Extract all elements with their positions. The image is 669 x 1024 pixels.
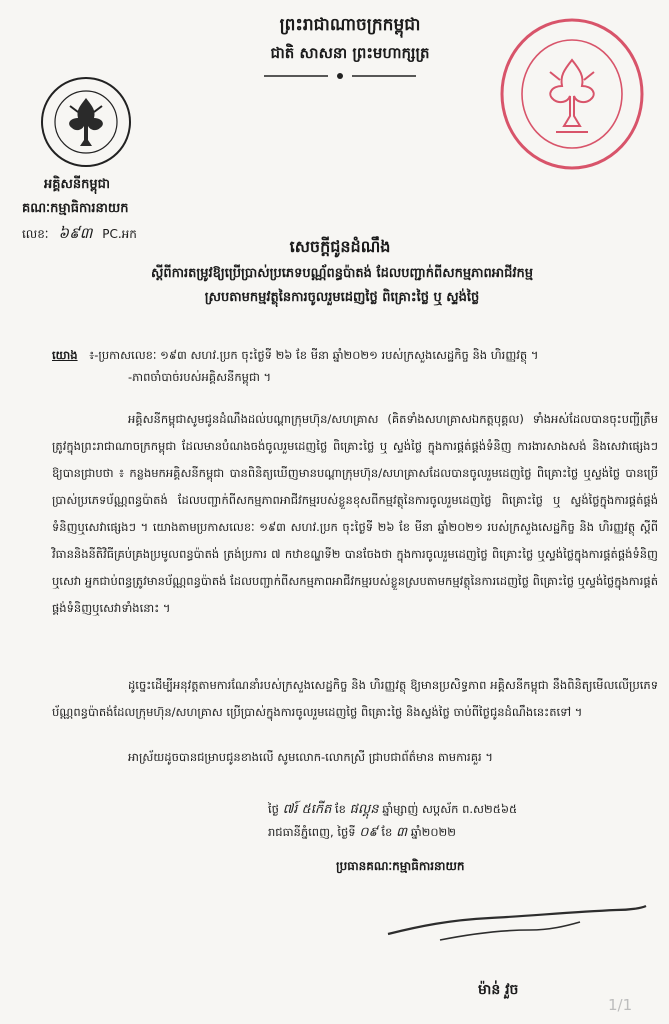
lunar-month-label: ខែ — [335, 802, 346, 816]
sender-committee: គណៈកម្មាធិការនាយក — [22, 201, 129, 216]
ref-label: លេខៈ — [22, 227, 49, 241]
reference-text: ៖-ប្រកាសលេខៈ ១៩៣ សហវ.ប្រក ចុះថ្ងៃទី ២៦ ខែ មីនា ឆ្នាំ២០២១ របស់ក្រសួងសេដ្ឋកិច្ច និង ហិរញ្ញវត្ថុ ។ — [89, 348, 539, 362]
handwritten-signature — [380, 890, 650, 960]
reference-item: -ភាពចាំបាច់របស់អគ្គិសនីកម្ពុជា ។ — [128, 370, 272, 384]
lunar-date — [268, 798, 648, 821]
references-block — [52, 344, 652, 388]
motto-ornament — [260, 72, 420, 80]
ref-number: ៦៩៣ — [58, 224, 93, 242]
subtitle-line: ស្របតាមកម្មវត្ថុនៃការចូលរួមដេញថ្លៃ ពិគ្រោះថ្លៃ ឬ ស្ទង់ថ្លៃ — [204, 290, 480, 305]
lunar-year: ឆ្នាំម្សាញ់ សប្ដស័ក ព.ស២៥៦៥ — [382, 802, 518, 816]
references-label: យោង — [52, 348, 78, 362]
signatory-title: ប្រធានគណៈកម្មាធិការនាយក — [336, 859, 465, 873]
body-paragraph-3: អាស្រ័យដូចបានជម្រាបជូនខាងលើ សូមលោក-លោកស្រី ជ្រាបជាព័ត៌មាន តាមការគួរ ។ — [128, 750, 493, 764]
notice-title: សេចក្ដីជូនដំណឹង — [289, 237, 391, 256]
date-block — [268, 798, 648, 844]
body-paragraph-1: អគ្គិសនីកម្ពុជាសូមជូនដំណឹងដល់បណ្ដាក្រុមហ៊ុន/សហគ្រាស (គិតទាំងសហគ្រាសឯកត្តបុគ្គល) ទាំងអស់ដែលបានចុះបញ្ជីត្រឹមត្រូវក្នុងព្រះរាជាណាចក្រកម្ពុជា ដែលមានបំណងចង់ចូលរួមដេញថ្លៃ ពិគ្រោះថ្លៃ ឬ ស្ទង់ថ្លៃ ក្នុងការផ្គត់ផ្គង់ទំនិញ ការងារសាងសង់ និងសេវាផ្សេងៗ ឱ្យបានជ្រាបថា ៖ កន្លងមកអគ្គិសនីកម្ពុជា បានពិនិត្យឃើញមានបណ្ដាក្រុមហ៊ុន/សហគ្រាសដែលបានចូលរួមដេញថ្លៃ ពិគ្រោះថ្លៃ ឬស្ទង់ថ្លៃ បានប្រើប្រាស់ប្រភេទប័ណ្ណពន្ធប៉ាតង់ ដែលបញ្ជាក់ពីសកម្មភាពអាជីវកម្មរបស់ខ្លួនខុសពីកម្មវត្ថុនៃការចូលរួមដេញថ្លៃ ពិគ្រោះថ្លៃ ឬ ស្ទង់ថ្លៃក្នុងការផ្គត់ផ្គង់ទំនិញឬសេវាផ្សេងៗ ។ យោងតាមប្រកាសលេខៈ ១៩៣ សហវ.ប្រក ចុះថ្ងៃទី ២៦ ខែ មីនា ឆ្នាំ២០២១ របស់ក្រសួងសេដ្ឋកិច្ច និង ហិរញ្ញវត្ថុ ស្ដីពីវិធាននិងនីតិវិធីគ្រប់គ្រងប្រមូលពន្ធប៉ាតង់ ត្រង់ប្រការ ៧ កឋាខណ្ឌទី២ បានចែងថា ក្នុងការចូលរួមដេញថ្លៃ ពិគ្រោះថ្លៃ ឬស្ទង់ថ្លៃក្នុងការផ្គត់ផ្គង់ទំនិញ ឬសេវា អ្នកជាប់ពន្ធត្រូវមានប័ណ្ណពន្ធប៉ាតង់ ដែលបញ្ជាក់ពីសកម្មភាពអាជីវកម្មរបស់ខ្លួនស្របតាមកម្មវត្ថុនៃការដេញថ្លៃ ពិគ្រោះថ្លៃ ឬស្ទង់ថ្លៃក្នុងការផ្គត់ផ្គង់ទំនិញឬសេវាទាំងនោះ ។ — [52, 412, 658, 615]
signatory-name: ម៉ាន់ វួច — [478, 982, 519, 998]
sender-organization: អគ្គិសនីកម្ពុជា — [44, 177, 111, 192]
national-motto: ជាតិ សាសនា ព្រះមហាក្សត្រ — [270, 44, 430, 62]
kingdom-heading: ព្រះរាជាណាចក្រកម្ពុជា — [279, 15, 421, 35]
ref-suffix: PC.អក — [102, 227, 137, 241]
lunar-month: ផល្គុន — [349, 802, 379, 817]
solar-day: ០៩ — [359, 825, 378, 840]
edc-logo — [40, 76, 132, 168]
body-paragraph-2: ដូច្នេះដើម្បីអនុវត្តតាមការណែនាំរបស់ក្រសួងសេដ្ឋកិច្ច និង ហិរញ្ញវត្ថុ ឱ្យមានប្រសិទ្ធភាព អគ្គិសនីកម្ពុជា នឹងពិនិត្យមើលលើប្រភេទប័ណ្ណពន្ធប៉ាតង់ដែលក្រុមហ៊ុន/សហគ្រាស ប្រើប្រាស់ក្នុងការចូលរួមដេញថ្លៃ ពិគ្រោះថ្លៃ និងស្ទង់ថ្លៃ ចាប់ពីថ្ងៃជូនដំណឹងនេះតទៅ ។ — [52, 678, 658, 719]
notice-subtitle — [52, 262, 632, 310]
solar-month: ៣ — [395, 825, 408, 840]
solar-year: ឆ្នាំ២០២២ — [410, 825, 456, 839]
lunar-day: ៧រ៍ ៥កើត — [282, 802, 332, 817]
lunar-prefix: ថ្ងៃ — [268, 802, 279, 816]
solar-prefix: រាជធានីភ្នំពេញ, ថ្ងៃទី — [268, 825, 356, 839]
page-indicator: 1/1 — [608, 996, 633, 1014]
solar-date — [268, 821, 648, 844]
company-stamp — [498, 16, 646, 172]
subtitle-line: ស្ដីពីការតម្រូវឱ្យប្រើប្រាស់ប្រភេទបណ្ណ័ពន្ធប៉ាតង់ ដែលបញ្ជាក់ពីសកម្មភាពអាជីវកម្ម — [151, 266, 533, 281]
solar-month-label: ខែ — [381, 825, 393, 839]
reference-item — [52, 344, 652, 366]
